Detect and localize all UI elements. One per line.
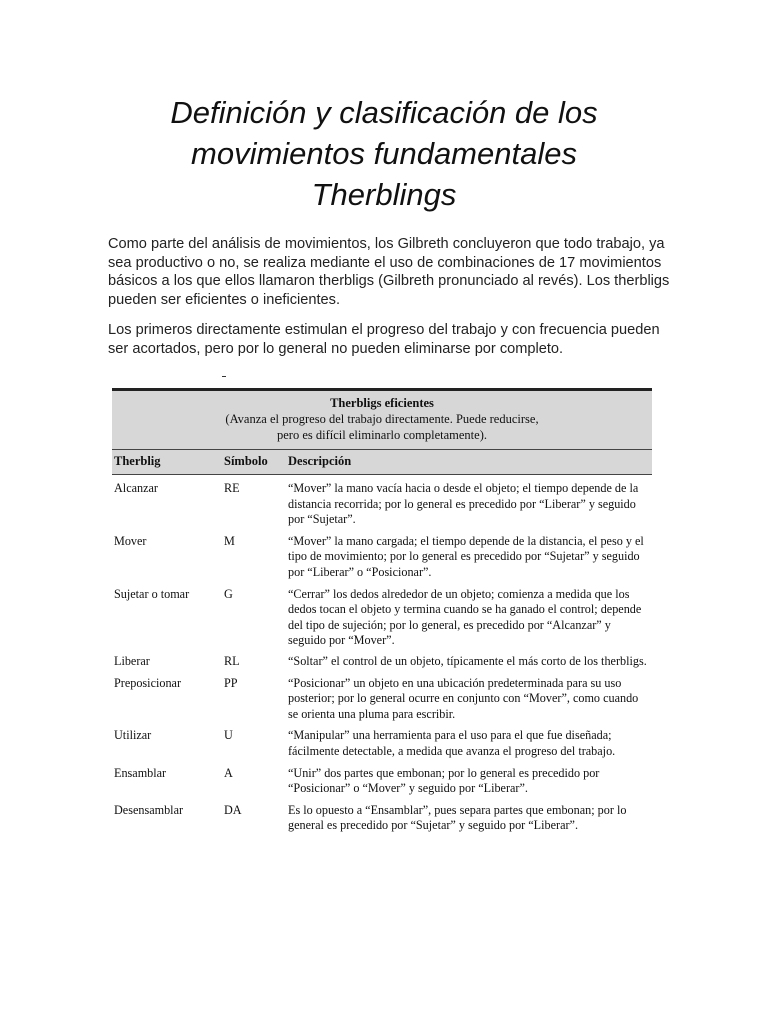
page-title bbox=[60, 92, 708, 215]
intro-paragraph: Como parte del análisis de movimientos, los Gilbreth concluyeron que todo trabajo, ya sea productivo o no, se realiza mediante el uso de combinaciones de 17 movimientos básicos a los que ellos llamaron therbligs (Gilbreth pronunciado al revés). Los therbligs pueden ser eficientes o ineficientes. bbox=[108, 236, 670, 308]
table-row bbox=[112, 803, 652, 834]
therblig-name: Mover bbox=[114, 533, 147, 548]
therblig-description: “Soltar” el control de un objeto, típicamente el más corto de los therbligs. bbox=[288, 653, 647, 668]
table-caption bbox=[112, 391, 652, 449]
therblig-symbol: M bbox=[224, 533, 235, 548]
therblig-symbol: RL bbox=[224, 653, 240, 668]
table-row bbox=[112, 676, 652, 723]
therblig-symbol: G bbox=[224, 586, 233, 601]
title-line: Therblings bbox=[311, 177, 457, 212]
table-header bbox=[112, 449, 652, 475]
therblig-name: Sujetar o tomar bbox=[114, 586, 190, 601]
table-row bbox=[112, 654, 652, 670]
table-row bbox=[112, 534, 652, 581]
therblig-description: “Manipular” una herramienta para el uso para el que fue diseñada; fácilmente detectable, a medida que avanza el progreso del trabajo. bbox=[288, 728, 616, 758]
therblig-description: “Unir” dos partes que embonan; por lo general es precedido por “Posicionar” o “Mover” y seguido por “Liberar”. bbox=[288, 765, 600, 796]
table-row bbox=[112, 481, 652, 528]
header-descripcion: Descripción bbox=[288, 454, 352, 468]
therblig-name: Desensamblar bbox=[114, 802, 184, 817]
title-line: movimientos fundamentales bbox=[191, 136, 577, 171]
table-row bbox=[112, 728, 652, 759]
therblig-description: “Mover” la mano vacía hacia o desde el objeto; el tiempo depende de la distancia recorrida; por lo general es precedido por “Liberar” y seguido por “Sujetar”. bbox=[288, 481, 639, 527]
therblig-symbol: U bbox=[224, 728, 233, 743]
therbligs-table bbox=[112, 388, 652, 834]
table-subtitle: pero es difícil eliminarlo completamente). bbox=[277, 428, 487, 442]
therblig-name: Liberar bbox=[114, 653, 150, 668]
table-row bbox=[112, 766, 652, 797]
therblig-description: “Mover” la mano cargada; el tiempo depende de la distancia, el peso y el tipo de movimiento; por lo general es precedido por “Sujetar” y seguido por “Liberar” o “Posicionar”. bbox=[288, 533, 644, 579]
title-line: Definición y clasificación de los bbox=[170, 95, 598, 130]
therblig-description: “Cerrar” los dedos alrededor de un objeto; comienza a medida que los dedos tocan el objeto y termina cuando se ha ganado el control; depende del tipo de sujeción; por lo general, es precedido por “Alcanzar” y seguido por “Mover”. bbox=[288, 586, 642, 648]
therblig-symbol: A bbox=[224, 765, 233, 780]
therblig-symbol: RE bbox=[224, 481, 240, 495]
therblig-name: Alcanzar bbox=[114, 481, 158, 495]
therblig-symbol: DA bbox=[224, 802, 242, 817]
stray-mark bbox=[222, 376, 226, 377]
header-simbolo: Símbolo bbox=[224, 454, 268, 468]
table-title: Therbligs eficientes bbox=[330, 396, 434, 410]
table-subtitle: (Avanza el progreso del trabajo directamente. Puede reducirse, bbox=[225, 412, 539, 426]
therblig-description: “Posicionar” un objeto en una ubicación predeterminada para su uso posterior; por lo general ocurre en conjunto con “Mover”, como cuando se orienta una pluma para escribir. bbox=[288, 675, 639, 721]
therblig-name: Preposicionar bbox=[114, 675, 182, 690]
therblig-name: Utilizar bbox=[114, 728, 152, 743]
therblig-name: Ensamblar bbox=[114, 765, 167, 780]
second-paragraph: Los primeros directamente estimulan el progreso del trabajo y con frecuencia pueden ser acortados, pero por lo general no pueden eliminarse por completo. bbox=[108, 322, 660, 357]
therblig-symbol: PP bbox=[224, 675, 238, 690]
header-therblig: Therblig bbox=[114, 454, 161, 468]
table-row bbox=[112, 587, 652, 649]
therblig-description: Es lo opuesto a “Ensamblar”, pues separa partes que embonan; por lo general es precedido por “Sujetar” y seguido por “Liberar”. bbox=[288, 802, 627, 833]
